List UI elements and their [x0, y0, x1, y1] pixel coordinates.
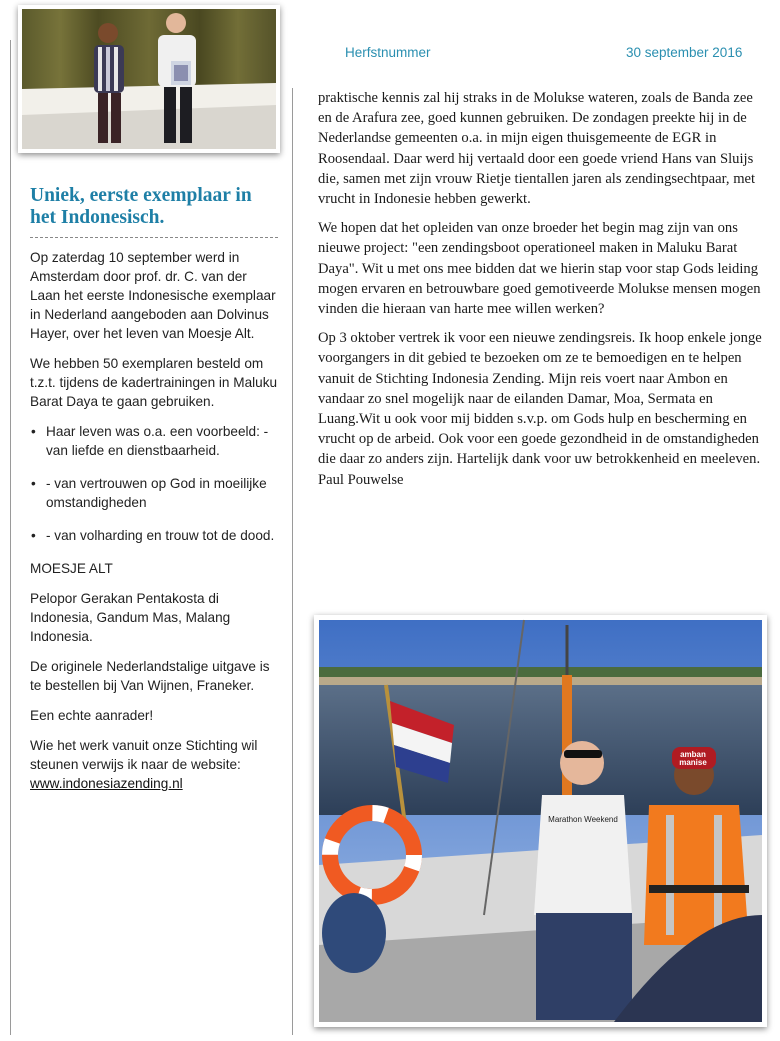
- sidebar-order-text: We hebben 50 exemplaren besteld om t.z.t. tijdens de kadertrainingen in Maluku Barat Daya te gaan gebruiken.: [30, 356, 278, 409]
- issue-date: 30 september 2016: [626, 45, 743, 60]
- book-title: MOESJE ALT: [30, 561, 113, 576]
- list-item: [30, 474, 278, 512]
- recommend-text: Een echte aanrader!: [30, 708, 154, 723]
- bullet-icon: •: [31, 476, 36, 491]
- list-item: [30, 422, 278, 460]
- sidebar-intro: Op zaterdag 10 september werd in Amsterdam door prof. dr. C. van der Laan het eerste Indonesische exemplaar in Nederland aangeboden aan Dolvinus Hayer, over het leven van Moesje Alt.: [30, 250, 276, 341]
- list-item-text: - van vertrouwen op God in moeilijke omstandigheden: [46, 476, 267, 510]
- photo-sailboat-icon: [314, 615, 767, 1027]
- bullet-icon: •: [31, 424, 36, 439]
- main-paragraph-3: Op 3 oktober vertrek ik voor een nieuwe zendingsreis. Ik hoop enkele jonge voorgangers in dit gebied te bezoeken om ze te bemoedigen en te helpen vanuit de Stichting Indonesia Zending. Mijn reis voert naar Ambon en vandaar zo snel mogelijk naar de eilanden Damar, Moa, Sermata en Luang.Wit u ook voor mij bidden s.v.p. om Gods hulp en bescherming en vrucht op de arbeid. Ook voor een goede gezondheid in de omstandigheden die daar zo anders zijn. Hartelijk dank voor uw betrokkenheid en meeleven. Paul Pouwelse: [318, 330, 762, 488]
- bullet-icon: •: [31, 528, 36, 543]
- cap-text: amban manise: [679, 750, 707, 767]
- website-link[interactable]: www.indonesiazending.nl: [30, 776, 183, 791]
- main-paragraph-1: praktische kennis zal hij straks in de Molukse wateren, zoals de Banda zee en de Arafura zee, goed kunnen gebruiken. De zondagen preekte hij in de Nederlandse gemeenten o.a. in mijn eigen thuisgemeente de EGR in Roosendaal. Daar werd hij vertaald door een goede vriend Hans van Sluijs die, samen met zijn vrouw Rietje tientallen jaren als zendingsechtpaar, met vrucht in Indonesie hebben gewerkt.: [318, 90, 756, 208]
- list-item: [30, 526, 278, 545]
- sidebar-bullet-list: [30, 422, 278, 545]
- photo-two-men-icon: [18, 5, 280, 153]
- column-divider: [292, 88, 293, 1035]
- list-item-text: Haar leven was o.a. een voorbeeld: - van liefde en dienstbaarheid.: [46, 424, 269, 458]
- main-paragraph-2: We hopen dat het opleiden van onze broeder het begin mag zijn van ons nieuwe project: "een zendingsboot operationeel maken in Maluku Barat Daya". Wit u met ons mee bidden dat we hierin stap voor stap Gods leiding mogen ervaren en betrouwbare goed gemotiveerde Molukse mensen mogen vinden die hieraan van harte mee willen werken?: [318, 220, 761, 318]
- list-item-text: - van volharding en trouw tot de dood.: [46, 528, 275, 543]
- issue-label: Herfstnummer: [345, 45, 431, 60]
- order-info: De originele Nederlandstalige uitgave is te bestellen bij Van Wijnen, Franeker.: [30, 659, 270, 693]
- support-text: Wie het werk vanuit onze Stichting wil steunen verwijs ik naar de website:: [30, 738, 258, 772]
- main-article: [318, 88, 770, 499]
- bottom-photo: [314, 615, 767, 1027]
- headline-divider: [30, 237, 278, 238]
- sidebar-article: [30, 185, 278, 804]
- sidebar-headline: Uniek, eerste exemplaar in het Indonesisch.: [30, 185, 252, 228]
- left-margin-line: [10, 40, 11, 1035]
- top-photo: [18, 5, 280, 153]
- book-subtitle: Pelopor Gerakan Pentakosta di Indonesia, Gandum Mas, Malang Indonesia.: [30, 591, 231, 644]
- shirt-text: Marathon Weekend: [548, 815, 618, 824]
